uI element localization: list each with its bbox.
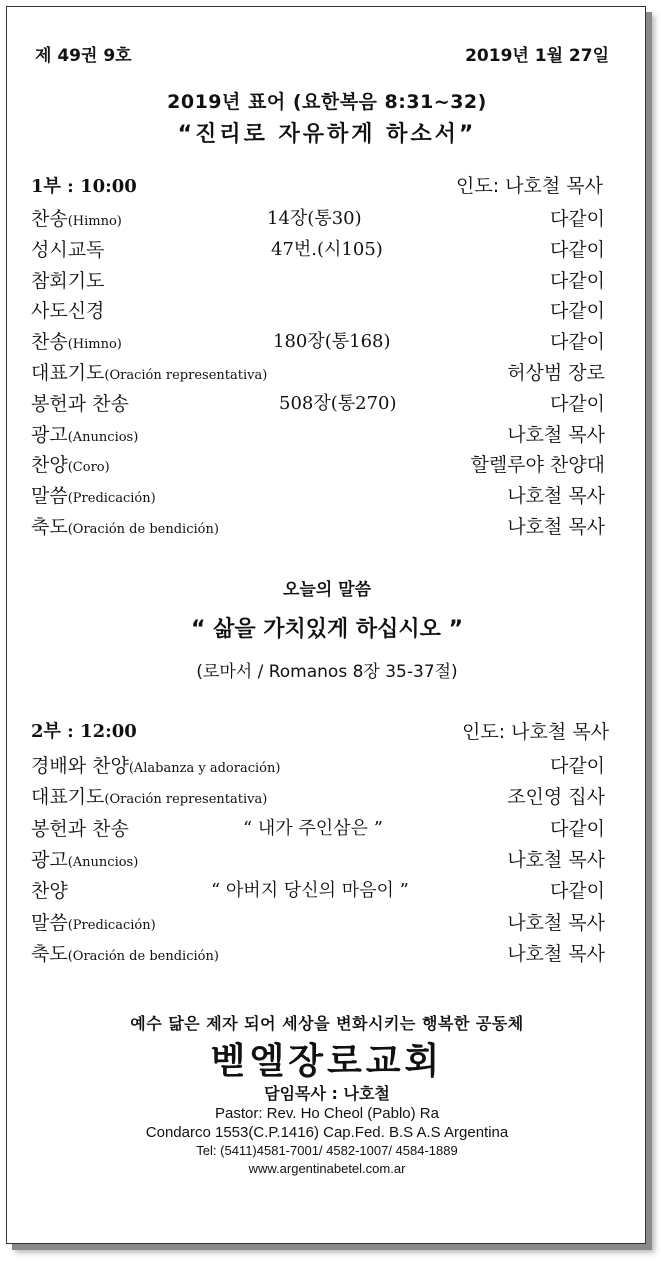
order-row: [31, 512, 605, 542]
order-row: [31, 358, 605, 388]
order-item-korean: 경배와 찬양: [31, 755, 129, 777]
order-item-korean: 찬송: [31, 331, 68, 354]
order-item-name: [31, 939, 219, 966]
order-item-name: [31, 420, 138, 447]
order-item-leader: 나호철 목사: [507, 423, 605, 446]
volume-number: 제 49권 9호: [35, 46, 132, 66]
order-item-leader: 다같이: [549, 817, 605, 840]
order-item-leader: 다같이: [549, 208, 605, 230]
order-row: [31, 876, 605, 906]
church-phone: [7, 1143, 647, 1158]
order-item-spanish: (Himno): [67, 214, 122, 229]
order-item-leader: 다같이: [549, 269, 605, 292]
order-item-korean: 성시교독: [31, 238, 105, 261]
order-item-leader: 나호철 목사: [507, 516, 605, 538]
order-item-hymn: “ 내가 주인삼은 ”: [243, 817, 383, 839]
order-row: [31, 327, 605, 357]
order-item-leader: 허상범 장로: [507, 362, 605, 384]
order-item-spanish: (Anuncios): [67, 854, 139, 870]
order-row: [31, 814, 605, 844]
order-row: [31, 751, 605, 781]
order-item-name: [31, 204, 122, 231]
order-row: [31, 389, 605, 419]
order-item-korean: 찬양: [31, 454, 68, 477]
order-row: [31, 266, 605, 296]
order-item-korean: 찬양: [31, 880, 68, 903]
order-item-leader: 다같이: [549, 331, 605, 354]
order-item-name: [31, 876, 68, 903]
order-row: [31, 420, 605, 450]
order-item-leader: 다같이: [549, 238, 605, 261]
order-row: [31, 235, 605, 265]
order-item-korean: 대표기도: [31, 786, 105, 809]
order-row: [31, 204, 605, 234]
order-item-leader: 다같이: [549, 880, 605, 903]
service2-leader: 인도: 나호철 목사: [462, 721, 609, 743]
order-row: [31, 782, 605, 812]
order-item-spanish: (Oración de bendición): [67, 522, 219, 537]
service1-time: 1부 : 10:00: [31, 176, 137, 197]
phone-numbers: (5411)4581-7001/ 4582-1007/ 4584-1889: [220, 1143, 458, 1158]
order-item-hymn: 14장(통30): [267, 208, 362, 229]
church-website[interactable]: www.argentinabetel.com.ar: [248, 1161, 406, 1176]
order-item-leader: 나호철 목사: [507, 848, 605, 871]
order-item-leader: 다같이: [549, 755, 605, 777]
church-motto: 예수 닮은 제자 되어 세상을 변화시키는 행복한 공동체: [130, 1014, 524, 1033]
order-item-name: [31, 450, 110, 477]
order-item-leader: 다같이: [549, 392, 605, 415]
church-address: Condarco 1553(C.P.1416) Cap.Fed. B.S A.S Argentina: [145, 1124, 509, 1141]
order-item-name: [31, 266, 104, 293]
order-item-korean: 광고: [31, 848, 68, 871]
order-item-spanish: (Alabanza y adoración): [128, 761, 281, 776]
order-item-korean: 대표기도: [31, 362, 105, 384]
order-item-name: [31, 358, 267, 385]
order-row: [31, 939, 605, 969]
order-item-korean: 참회기도: [31, 269, 105, 292]
order-item-name: [31, 782, 267, 809]
year-motto-quote: “진리로 자유하게 하소서”: [177, 122, 477, 147]
order-item-name: [31, 814, 129, 841]
order-item-korean: 찬송: [31, 208, 68, 230]
service1-leader: 인도: 나호철 목사: [456, 175, 603, 197]
order-item-leader: 나호철 목사: [507, 485, 605, 508]
order-item-name: [31, 235, 104, 262]
sermon-reference: (로마서 / Romanos 8장 35-37절): [196, 662, 458, 682]
order-item-hymn: 180장(통168): [273, 331, 391, 353]
senior-pastor: 담임목사 : 나호철: [264, 1084, 390, 1103]
order-row: [31, 450, 605, 480]
order-item-hymn: 508장(통270): [279, 392, 397, 414]
order-item-korean: 사도신경: [31, 300, 105, 323]
sermon-title: “ 삶을 가치있게 하십시오 ”: [190, 617, 464, 642]
pastor-english: Pastor: Rev. Ho Cheol (Pablo) Ra: [215, 1105, 439, 1122]
church-name: 벧엘장로교회: [210, 1040, 444, 1082]
order-item-korean: 봉헌과 찬송: [31, 392, 129, 415]
order-item-name: [31, 296, 104, 323]
phone-label: Tel:: [196, 1143, 217, 1158]
order-item-leader: 다같이: [549, 300, 605, 323]
order-item-korean: 말씀: [31, 911, 68, 934]
order-item-leader: 나호철 목사: [507, 911, 605, 934]
order-row: [31, 845, 605, 875]
year-motto-reference: 2019년 표어 (요한복음 8:31~32): [167, 91, 487, 113]
order-item-leader: 조인영 집사: [507, 786, 605, 809]
order-item-spanish: (Oración representativa): [104, 368, 268, 383]
order-item-spanish: (Coro): [67, 460, 110, 476]
order-item-spanish: (Predicación): [67, 491, 156, 507]
order-item-korean: 말씀: [31, 485, 68, 508]
order-item-spanish: (Anuncios): [67, 429, 139, 445]
order-row: [31, 481, 605, 511]
bulletin-page: [6, 6, 646, 1244]
order-item-korean: 축도: [31, 516, 68, 538]
bulletin-date: 2019년 1월 27일: [465, 46, 609, 66]
order-item-name: [31, 481, 156, 508]
order-item-spanish: (Oración representativa): [104, 792, 268, 808]
order-item-name: [31, 327, 122, 354]
order-row: [31, 296, 605, 326]
order-row: [31, 908, 605, 938]
order-item-korean: 축도: [31, 942, 68, 965]
order-item-hymn: “ 아버지 당신의 마음이 ”: [211, 880, 409, 902]
order-item-spanish: (Himno): [67, 337, 122, 353]
order-item-spanish: (Predicación): [67, 917, 156, 933]
order-item-name: [31, 908, 156, 935]
sermon-label: 오늘의 말씀: [282, 580, 372, 600]
order-item-korean: 봉헌과 찬송: [31, 817, 129, 840]
order-item-name: [31, 389, 129, 416]
order-item-name: [31, 751, 280, 778]
order-item-hymn: 47번.(시105): [271, 238, 383, 260]
service2-time: 2부 : 12:00: [31, 721, 137, 742]
order-item-korean: 광고: [31, 423, 68, 446]
order-item-leader: 할렐루야 찬양대: [470, 454, 605, 477]
order-item-spanish: (Oración de bendición): [67, 948, 219, 964]
order-item-name: [31, 512, 219, 539]
order-item-leader: 나호철 목사: [507, 942, 605, 965]
order-item-name: [31, 845, 138, 872]
